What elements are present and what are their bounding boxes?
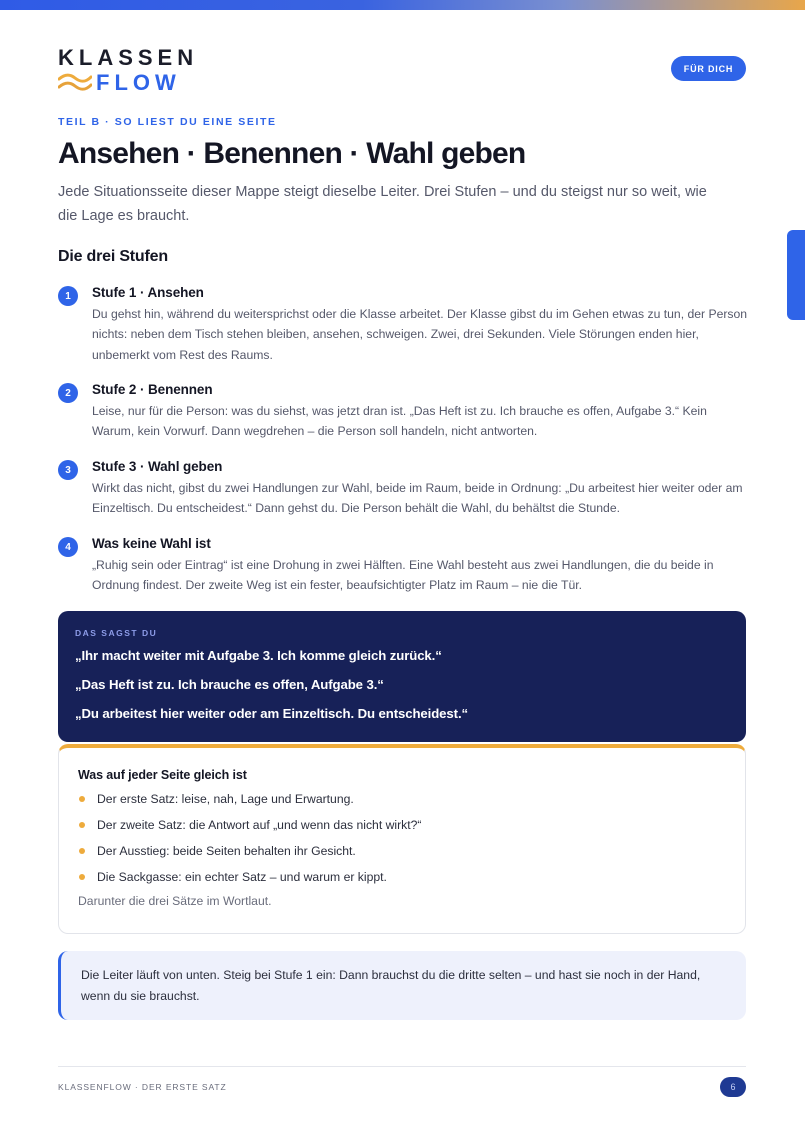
steps-heading: Die drei Stufen bbox=[58, 248, 168, 265]
list-item: Der zweite Satz: die Antwort auf „und wenn das nicht wirkt?“ bbox=[78, 816, 726, 834]
step-body: „Ruhig sein oder Eintrag“ ist eine Drohung in zwei Hälften. Eine Wahl besteht aus zwei Handlungen, die du beide in Ordnung findest. Der zweite Weg ist ein fester, beaufsichtigter Platz im Raum – nie die Tür. bbox=[92, 558, 714, 593]
same-box-footer: Darunter die drei Sätze im Wortlaut. bbox=[78, 894, 272, 908]
say-box-label: DAS SAGST DU bbox=[75, 628, 158, 638]
step-title: Stufe 3 · Wahl geben bbox=[92, 459, 223, 474]
bullet-dot-icon bbox=[79, 822, 85, 828]
say-line: „Du arbeitest hier weiter oder am Einzeltisch. Du entscheidest.“ bbox=[75, 706, 468, 721]
top-gradient-bar bbox=[0, 0, 805, 10]
step-number-badge: 2 bbox=[58, 383, 78, 403]
audience-badge: FÜR DICH bbox=[671, 56, 746, 81]
step-number-badge: 3 bbox=[58, 460, 78, 480]
list-item: Der erste Satz: leise, nah, Lage und Erwartung. bbox=[78, 790, 726, 808]
wave-logo-icon bbox=[58, 73, 92, 93]
same-box-title: Was auf jeder Seite gleich ist bbox=[78, 768, 247, 782]
tip-callout: Die Leiter läuft von unten. Steig bei Stufe 1 ein: Dann brauchst du die dritte selten – und hast sie noch in der Hand, wenn du sie brauchst. bbox=[58, 951, 746, 1020]
step-number-badge: 4 bbox=[58, 537, 78, 557]
step-body: Wirkt das nicht, gibst du zwei Handlungen zur Wahl, beide im Raum, beide in Ordnung: „Du arbeitest hier weiter oder am Einzeltisch. Du entscheidest.“ Dann gehst du. Die Person behält die Wahl, du behältst die Stunde. bbox=[92, 481, 743, 516]
logo bbox=[58, 46, 198, 95]
step-title: Stufe 2 · Benennen bbox=[92, 382, 213, 397]
logo-wordmark-bottom: FLOW bbox=[96, 70, 181, 95]
step-title: Was keine Wahl ist bbox=[92, 536, 211, 551]
page-number: 6 bbox=[720, 1077, 746, 1097]
step-title: Stufe 1 · Ansehen bbox=[92, 285, 204, 300]
step-number-badge: 1 bbox=[58, 286, 78, 306]
same-box-list bbox=[78, 790, 726, 886]
logo-wordmark-top: KLASSEN bbox=[58, 45, 199, 70]
list-item: Der Ausstieg: beide Seiten behalten ihr Gesicht. bbox=[78, 842, 726, 860]
page-title: Ansehen · Benennen · Wahl geben bbox=[58, 137, 526, 170]
say-line: „Ihr macht weiter mit Aufgabe 3. Ich komme gleich zurück.“ bbox=[75, 648, 442, 663]
list-item: Die Sackgasse: ein echter Satz – und warum er kippt. bbox=[78, 868, 726, 886]
say-box bbox=[58, 611, 746, 742]
say-line: „Das Heft ist zu. Ich brauche es offen, Aufgabe 3.“ bbox=[75, 677, 384, 692]
step-body: Leise, nur für die Person: was du siehst, was jetzt dran ist. „Das Heft ist zu. Ich brauche es offen, Aufgabe 3.“ Kein Warum, kein Vorwurf. Dann wegdrehen – die Person soll handeln, nicht antworten. bbox=[92, 404, 707, 439]
same-on-every-page-box bbox=[58, 744, 746, 934]
side-tab-marker bbox=[787, 230, 805, 320]
bullet-dot-icon bbox=[79, 796, 85, 802]
section-kicker: TEIL B · SO LIEST DU EINE SEITE bbox=[58, 116, 277, 128]
step-body: Du gehst hin, während du weitersprichst oder die Klasse arbeitet. Der Klasse gibst du im Gehen etwas zu tun, der Person nichts: neben dem Tisch stehen bleiben, ansehen, schweigen. Zwei, drei Sekunden. Viele Störungen enden hier, unbemerkt vom Rest des Raums. bbox=[92, 307, 748, 362]
intro-text: Jede Situationsseite dieser Mappe steigt dieselbe Leiter. Drei Stufen – und du steigst nur so weit, wie die Lage es braucht. bbox=[58, 184, 707, 224]
footer-text: KLASSENFLOW · DER ERSTE SATZ bbox=[58, 1082, 227, 1092]
bullet-dot-icon bbox=[79, 848, 85, 854]
footer-divider bbox=[58, 1066, 746, 1067]
bullet-dot-icon bbox=[79, 874, 85, 880]
